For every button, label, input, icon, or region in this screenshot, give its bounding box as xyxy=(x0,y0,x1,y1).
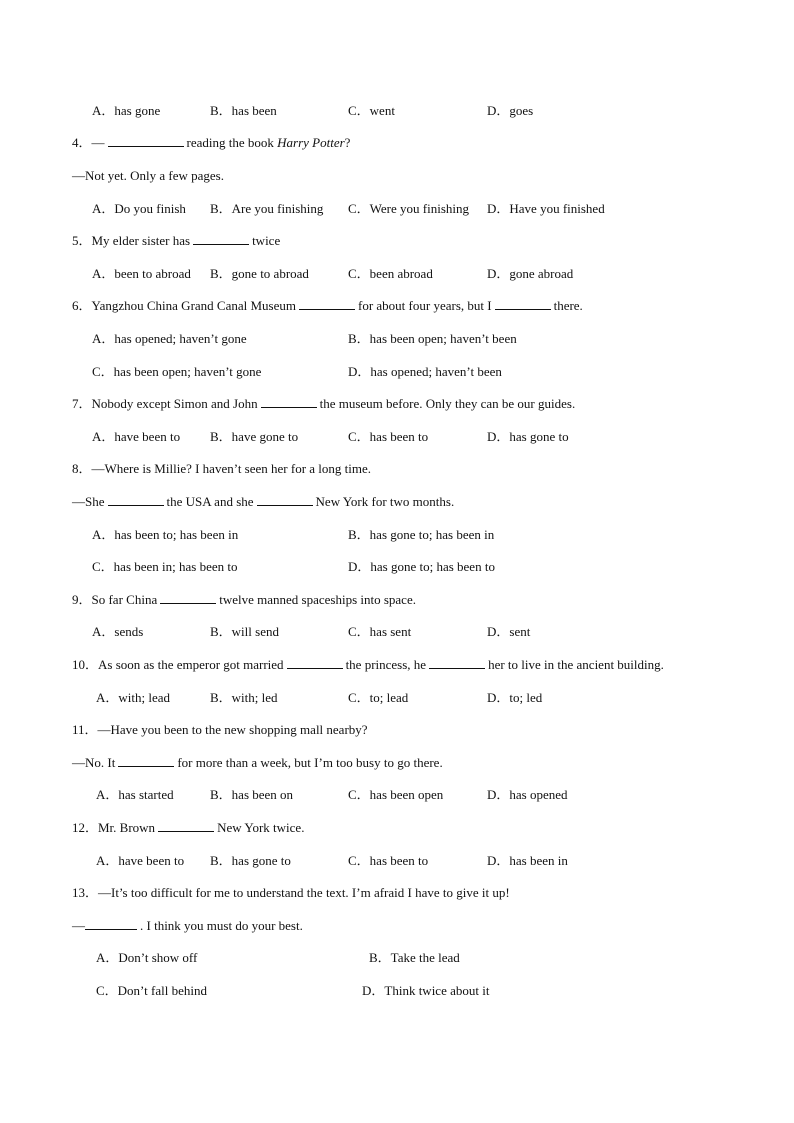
q6-text-mid: for about four years, but I xyxy=(358,298,492,313)
q5-option-b[interactable]: B．gone to abroad xyxy=(210,266,309,281)
q3-option-d[interactable]: D．goes xyxy=(487,103,534,118)
q10-stem xyxy=(72,656,664,674)
q8-option-d[interactable]: D．has gone to; has been to xyxy=(348,559,495,574)
q6-option-b[interactable]: B．has been open; haven’t been xyxy=(348,331,517,346)
q12-text: 12．Mr. Brown xyxy=(72,820,156,835)
q10-option-d[interactable]: D．to; led xyxy=(487,690,543,705)
q7-option-b[interactable]: B．have gone to xyxy=(210,429,299,444)
q7-text-end: the museum before. Only they can be our guides. xyxy=(319,396,576,411)
q13-blank[interactable] xyxy=(85,917,137,930)
q13-option-b[interactable]: B．Take the lead xyxy=(369,950,460,965)
q11-stem: 11．—Have you been to the new shopping mall nearby? xyxy=(72,722,368,737)
q8-blank-1[interactable] xyxy=(108,493,164,506)
q5-stem xyxy=(72,232,280,250)
q11-reply-end: for more than a week, but I’m too busy to go there. xyxy=(177,755,443,770)
q3-option-c[interactable]: C．went xyxy=(348,103,395,118)
q4-text: reading the book xyxy=(186,135,278,150)
q10-text: 10．As soon as the emperor got married xyxy=(72,657,284,672)
q4-option-a[interactable]: A．Do you finish xyxy=(92,201,186,216)
q6-text: 6．Yangzhou China Grand Canal Museum xyxy=(72,298,296,313)
q4-question-mark: ? xyxy=(344,135,351,150)
q5-blank[interactable] xyxy=(193,232,249,245)
q7-option-a[interactable]: A．have been to xyxy=(92,429,181,444)
q7-stem xyxy=(72,395,575,413)
q5-option-c[interactable]: C．been abroad xyxy=(348,266,433,281)
q11-option-a[interactable]: A．has started xyxy=(96,787,174,802)
q11-reply-text: —No. It xyxy=(72,755,116,770)
q11-option-b[interactable]: B．has been on xyxy=(210,787,294,802)
q8-blank-2[interactable] xyxy=(257,493,313,506)
q6-stem xyxy=(72,297,583,315)
q8-reply xyxy=(72,493,454,511)
q11-blank[interactable] xyxy=(118,754,174,767)
q5-text: 5．My elder sister has xyxy=(72,233,191,248)
q10-option-a[interactable]: A．with; lead xyxy=(96,690,171,705)
q12-option-c[interactable]: C．has been to xyxy=(348,853,429,868)
q13-reply xyxy=(72,917,303,935)
q9-option-c[interactable]: C．has sent xyxy=(348,624,412,639)
q3-option-b[interactable]: B．has been xyxy=(210,103,277,118)
q12-blank[interactable] xyxy=(158,819,214,832)
q10-option-c[interactable]: C．to; lead xyxy=(348,690,409,705)
q13-option-c[interactable]: C．Don’t fall behind xyxy=(96,983,207,998)
q9-stem xyxy=(72,591,416,609)
q4-blank[interactable] xyxy=(108,134,184,147)
q13-option-a[interactable]: A．Don’t show off xyxy=(96,950,198,965)
q12-option-d[interactable]: D．has been in xyxy=(487,853,568,868)
q5-text-end: twice xyxy=(252,233,281,248)
q10-option-b[interactable]: B．with; led xyxy=(210,690,278,705)
q6-option-d[interactable]: D．has opened; haven’t been xyxy=(348,364,502,379)
q4-stem xyxy=(72,134,350,152)
q10-blank-2[interactable] xyxy=(429,656,485,669)
q7-option-d[interactable]: D．has gone to xyxy=(487,429,569,444)
q9-text-end: twelve manned spaceships into space. xyxy=(219,592,416,607)
q8-option-a[interactable]: A．has been to; has been in xyxy=(92,527,239,542)
q8-reply-mid: the USA and she xyxy=(166,494,254,509)
q6-text-end: there. xyxy=(553,298,583,313)
q9-option-b[interactable]: B．will send xyxy=(210,624,279,639)
q13-stem: 13．—It’s too difficult for me to understand the text. I’m afraid I have to give it up! xyxy=(72,885,510,900)
q6-blank-2[interactable] xyxy=(495,297,551,310)
q8-stem: 8．—Where is Millie? I haven’t seen her for a long time. xyxy=(72,461,372,476)
q9-blank[interactable] xyxy=(160,591,216,604)
q10-blank-1[interactable] xyxy=(287,656,343,669)
q9-text: 9．So far China xyxy=(72,592,158,607)
q4-option-c[interactable]: C．Were you finishing xyxy=(348,201,469,216)
q10-text-end: her to live in the ancient building. xyxy=(488,657,664,672)
q5-option-a[interactable]: A．been to abroad xyxy=(92,266,191,281)
q7-option-c[interactable]: C．has been to xyxy=(348,429,429,444)
q4-option-d[interactable]: D．Have you finished xyxy=(487,201,605,216)
q13-reply-end: . I think you must do your best. xyxy=(140,918,303,933)
q8-reply-text: —She xyxy=(72,494,105,509)
q12-text-end: New York twice. xyxy=(217,820,305,835)
q9-option-d[interactable]: D．sent xyxy=(487,624,531,639)
q4-number: 4．— xyxy=(72,135,105,150)
q9-option-a[interactable]: A．sends xyxy=(92,624,144,639)
q8-option-b[interactable]: B．has gone to; has been in xyxy=(348,527,495,542)
q13-reply-dash: — xyxy=(72,918,85,933)
q6-option-c[interactable]: C．has been open; haven’t gone xyxy=(92,364,262,379)
q11-option-d[interactable]: D．has opened xyxy=(487,787,568,802)
q7-text: 7．Nobody except Simon and John xyxy=(72,396,258,411)
q12-option-b[interactable]: B．has gone to xyxy=(210,853,291,868)
q3-option-a[interactable]: A．has gone xyxy=(92,103,161,118)
q4-reply: —Not yet. Only a few pages. xyxy=(72,168,224,183)
q10-text-mid: the princess, he xyxy=(345,657,427,672)
q6-option-a[interactable]: A．has opened; haven’t gone xyxy=(92,331,247,346)
q6-blank-1[interactable] xyxy=(299,297,355,310)
q7-blank[interactable] xyxy=(261,395,317,408)
q11-option-c[interactable]: C．has been open xyxy=(348,787,444,802)
q8-option-c[interactable]: C．has been in; has been to xyxy=(92,559,238,574)
q4-option-b[interactable]: B．Are you finishing xyxy=(210,201,324,216)
q12-stem xyxy=(72,819,304,837)
q11-reply xyxy=(72,754,443,772)
q5-option-d[interactable]: D．gone abroad xyxy=(487,266,574,281)
q4-book-title: Harry Potter xyxy=(277,135,345,150)
q8-reply-end: New York for two months. xyxy=(315,494,455,509)
q12-option-a[interactable]: A．have been to xyxy=(96,853,185,868)
q13-option-d[interactable]: D．Think twice about it xyxy=(362,983,490,998)
